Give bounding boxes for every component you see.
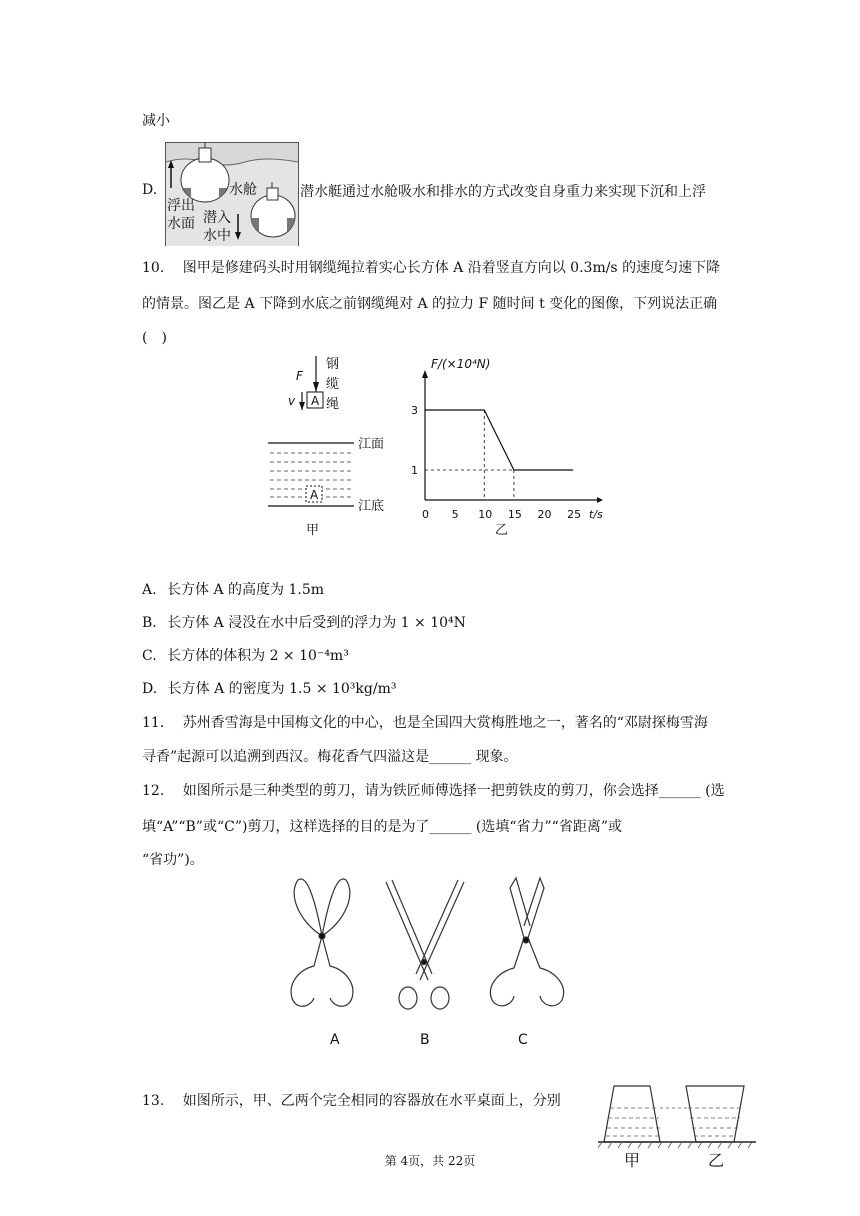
option-text: 长方体 A 浸没在水中后受到的浮力为 1 × 10⁴N: [167, 615, 466, 631]
float-label: 浮出: [167, 198, 195, 214]
y-axis-arrow: [422, 370, 428, 378]
question-number: 13.: [142, 1093, 165, 1109]
x-tick-label: 20: [537, 508, 552, 521]
q10-line2: 的情景。图乙是 A 下降到水底之前钢缆绳对 A 的拉力 F 随时间 t 变化的图像，下列说法正确: [142, 296, 718, 312]
block-a-label: A: [311, 394, 320, 408]
page-footer: 第 4页，共 22页: [384, 1154, 476, 1168]
surface-label: 水面: [167, 216, 195, 232]
option-label: D.: [142, 681, 158, 697]
q10-line1: 图甲是修建码头时用钢缆绳拉着实心长方体 A 沿着竖直方向以 0.3m/s 的速度匀速下降: [182, 260, 721, 276]
dive-label: 潜入: [203, 210, 231, 226]
x-tick-label: 25: [567, 508, 582, 521]
scissor-a-label: A: [330, 1032, 340, 1048]
q9-option-d-label: D.: [142, 182, 158, 198]
scissor-c: [490, 878, 563, 1006]
force-label: F: [296, 369, 303, 383]
q13-line1-row: [142, 1091, 561, 1111]
velocity-label: v: [288, 394, 296, 408]
river-bottom-label: 江底: [358, 499, 385, 514]
q11-line2: 寻香”起源可以追溯到西汉。梅花香气四溢这是______ 现象。: [142, 749, 518, 765]
q10-option-c[interactable]: [142, 646, 349, 666]
river-surface-label: 江面: [358, 437, 385, 452]
option-label: B.: [142, 615, 157, 631]
q10-line3: ( ): [142, 330, 167, 346]
series-line: [425, 410, 573, 470]
q11-line1-row: [142, 713, 708, 733]
submarine-figure: [165, 142, 299, 246]
q12-line1-row: [142, 781, 725, 801]
water-tank-label: 水舱: [229, 182, 257, 198]
q11-line1: 苏州香雪海是中国梅文化的中心，也是全国四大赏梅胜地之一，著名的“邓尉探梅雪海: [182, 715, 708, 731]
underwater-label: 水中: [203, 228, 231, 244]
q10-option-d[interactable]: [142, 679, 396, 699]
q12-line2: 填“A”“B”或“C”)剪刀，这样选择的目的是为了______ (选填“省力”“省距离”或: [142, 819, 622, 835]
y-tick-label: 3: [411, 404, 418, 417]
q12-line3: “省功”)。: [142, 852, 204, 868]
question-number: 10.: [142, 260, 165, 276]
x-tick-label: 15: [507, 508, 522, 521]
option-text: 长方体 A 的密度为 1.5 × 10³kg/m³: [167, 681, 397, 697]
q10-stem-line1: [142, 258, 720, 278]
y-axis-label: F/(×10⁴N): [431, 357, 491, 371]
y-tick-label: 1: [411, 464, 418, 477]
figure-jia-caption: 甲: [306, 523, 320, 538]
scissor-c-label: C: [518, 1032, 528, 1048]
figure-jia: [258, 352, 398, 540]
rope-label-2: 缆: [326, 377, 340, 392]
figure-yi-caption: 乙: [495, 523, 509, 538]
q9-tail-text: 减小: [142, 113, 170, 129]
option-label: C.: [142, 648, 157, 664]
x-axis-arrow: [597, 497, 603, 503]
option-label: A.: [142, 582, 157, 598]
q9-option-d-text: 潜水艇通过水舱吸水和排水的方式改变自身重力来实现下沉和上浮: [300, 184, 706, 200]
container-yi-label: 乙: [708, 1151, 725, 1168]
q12-line1: 如图所示是三种类型的剪刀，请为铁匠师傅选择一把剪铁皮的剪刀，你会选择______ (选: [182, 783, 725, 799]
x-tick-label: 5: [451, 508, 459, 521]
rope-label-3: 绳: [326, 397, 340, 412]
x-tick-label: 0: [422, 508, 429, 521]
option-text: 长方体的体积为 2 × 10⁻⁴m³: [167, 648, 349, 664]
scissor-a: [291, 879, 353, 1006]
question-number: 12.: [142, 783, 165, 799]
scissors-figure: [278, 874, 588, 1054]
x-axis-label: t/s: [589, 508, 603, 521]
q13-line1: 如图所示，甲、乙两个完全相同的容器放在水平桌面上，分别: [182, 1093, 561, 1109]
figure-yi-chart: [405, 352, 605, 542]
option-text: 长方体 A 的高度为 1.5m: [167, 582, 325, 598]
rope-label-1: 钢: [326, 357, 340, 372]
question-number: 11.: [142, 715, 165, 731]
block-a-bottom-label: A: [310, 488, 319, 502]
scissor-b-label: B: [420, 1032, 430, 1048]
x-tick-label: 10: [478, 508, 493, 521]
q10-option-b[interactable]: [142, 613, 466, 633]
scissor-b: [386, 880, 464, 1009]
container-jia-label: 甲: [624, 1151, 641, 1168]
q10-option-a[interactable]: [142, 580, 324, 600]
